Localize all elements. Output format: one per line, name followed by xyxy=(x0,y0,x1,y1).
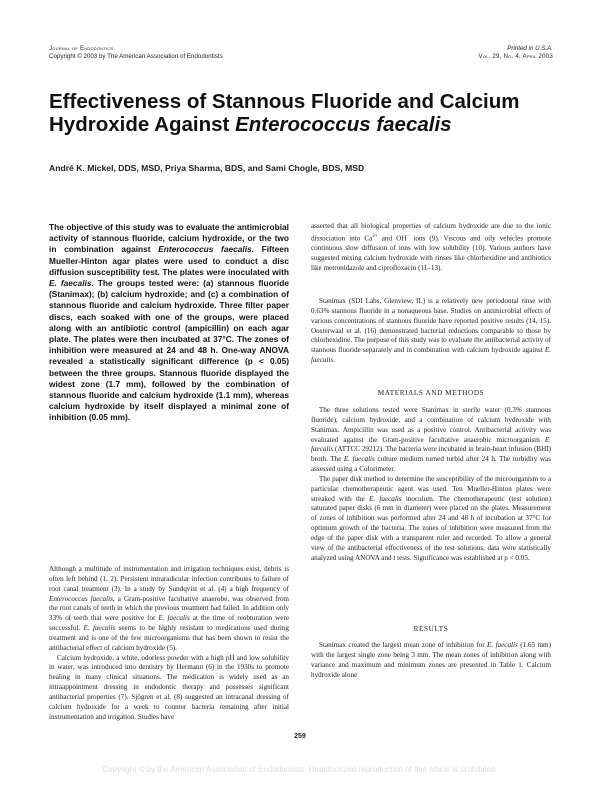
title-organism: Enterococcus faecalis xyxy=(235,113,452,136)
intro-paragraph-2: Calcium hydroxide, a white, odorless powder with a high pH and low solubility in water, was introduced into dentistry by Hermann (6) in the 1930s to promote healing in many clinical situations. The medication is widely used as an intraappointment dressing in endodontic therapy and possesses significant antibacterial properties (7). Sjögren et al. (8) suggested an intracanal dressing of calcium hydroxide for a week to counter bacteria remaining after initial instrumentation and irrigation. Studies have xyxy=(49,653,289,721)
results-text: Stanimax created the largest mean zone of inhibition for xyxy=(319,641,487,649)
methods-section xyxy=(311,406,551,564)
methods-text: tests. Significance was established at p < 0.05. xyxy=(395,553,530,562)
intro-continued-2 xyxy=(311,297,551,366)
organism-name: E. faecalis xyxy=(311,435,551,454)
results-section xyxy=(311,641,551,680)
intro-text: seems to be highly resistant to medications used during treatment and is one of the few microorganisms that has been shown to resist the antibacterial effect of calcium hydroxide (5). xyxy=(49,624,289,652)
organism-name: E. faecalis xyxy=(83,624,116,633)
intro-text: and OH xyxy=(377,234,407,243)
methods-text: (ATTCC 29212). The bacteria were incubated in brain-heart infusion (BHI) broth. The xyxy=(311,445,551,464)
intro-text: , a Gram-positive facultative anaerobe, was observed from the root canals of teeth in which the previous treatment had failed. In addition only 33% of teeth that were positive for xyxy=(49,594,289,623)
intro-text: at the time of reobturation were successful. xyxy=(49,614,289,633)
organism-name: E. faecalis xyxy=(487,641,518,649)
organism-name: E. faecalis xyxy=(368,494,402,503)
abstract-text-3: The groups tested were: (a) stannous fluoride (Stanimax); (b) calcium hydroxide; and (c) a combination of stannous fluoride and calcium hydroxide. Three filter paper discs, each soaked with one of the groups, were placed along with an antibiotic control (ampicillin) on each agar plate. The plates were then incubated at 37°C. The zones of inhibition were measured at 24 and 48 h. One-way ANOVA revealed a statistically significant difference (p < 0.05) between the three groups. Stannous fluoride displayed the widest zone (1.7 mm), followed by the combination of stannous fluoride and calcium hydroxide (1.1 mm), whereas calcium hydroxide by itself displayed a minimal zone of inhibition (0.05 mm). xyxy=(49,278,289,423)
intro-continued-1 xyxy=(311,222,551,274)
journal-name: Journal of Endodontics xyxy=(49,45,114,52)
intro-text: ions (9). Viscous and oily vehicles promote continuous slow diffusion of ions with low solubility (10). Various authors have suggested mixing calcium hydroxide with rinses like chlorhexidine and antibiotics like metronidazole and ciprofloxacin (11–13). xyxy=(311,234,552,272)
methods-paragraph-1 xyxy=(311,406,551,475)
methods-paragraph-2 xyxy=(311,475,551,564)
stat-test-name: t xyxy=(393,553,396,562)
organism-name: E. faecalis xyxy=(158,614,190,623)
results-text: (1.65 mm) with the largest single zone being 3 mm. The mean zones of inhibition along with variance and maximum and minimum zones are presented in Table 1. Calcium hydroxide alone xyxy=(311,641,551,679)
methods-text: culture medium turned turbid after 24 h. The turbidity was assessed using a Colorimeter. xyxy=(311,455,552,474)
abstract-organism-1: Enterococcus faecalis. xyxy=(158,244,254,255)
volume-info: Vol. 29, No. 4, April 2003 xyxy=(478,53,553,60)
title-line-2-prefix: Hydroxide Against xyxy=(49,113,236,136)
intro-text: Stanimax (SDI Labs, Glenview, IL) is a relatively new periodontal rinse with 0.63% stannous fluoride in a nonaqueous base. Studies on antimicrobial effects of various concentrations of stannous fluoride have reported positive results (14, 15). Oosterwaal et al. (16) demonstrated bacterial reductions comparable to those by chlorhexidine. The purpose of this study was to evaluate the antibacterial activity of stannous fluoride separately and in combination with calcium hydroxide against xyxy=(311,297,551,355)
page-number: 259 xyxy=(294,733,306,740)
methods-text: inoculum. The chemotherapeutic (test solution) saturated paper disks (6 mm in diameter) were placed on the plates. Measurement of zones of inhibition was performed after 24 and 48 h of incubation at 37°C for optimum growth of the bacteria. The zones of inhibition were measured from the edge of the paper disk with a transparent ruler and recorded. To allow a general view of the antibacterial effectiveness of the test solutions, data were statistically analyzed using ANOVA and xyxy=(311,494,551,562)
introduction-left-column xyxy=(49,565,289,723)
results-heading: RESULTS xyxy=(413,625,449,633)
ion-charge: 2+ xyxy=(372,233,378,239)
abstract-organism-2: E. faecalis. xyxy=(49,278,94,289)
abstract-text-1: The objective of this study was to evaluate the antimicrobial activity of stannous fluoride, calcium hydroxide, or the two in combination against xyxy=(49,222,289,255)
organism-name: Enterococcus faecalis xyxy=(49,594,113,603)
ion-charge: − xyxy=(406,233,410,239)
intro-text: asserted that all biological properties of calcium hydroxide are due to the ionic dissociation into Ca xyxy=(311,222,551,243)
running-header-right xyxy=(479,45,553,61)
intro-paragraph-3 xyxy=(311,222,551,274)
intro-paragraph-1 xyxy=(49,565,289,654)
methods-heading: MATERIALS AND METHODS xyxy=(377,389,485,397)
printed-in: Printed in U.S.A. xyxy=(507,45,553,52)
methods-text: The three solutions tested were Stanimax in sterile water (0.3% stannous fluoride), calcium hydroxide, and a combination of calcium hydroxide with Stanimax. Ampicillin was used as a positive control. Antibacterial activity was evaluated against the Gram-positive facultative anaerobic microorganism xyxy=(311,406,551,444)
author-list: André K. Mickel, DDS, MSD, Priya Sharma, BDS, and Sami Chogle, BDS, MSD xyxy=(49,163,365,173)
article-title xyxy=(49,90,559,136)
methods-text: The paper disk method to determine the susceptibility of the microorganism to a particular chemotherapeutic agent was used. Ten Mueller-Hinton plates were streaked with the xyxy=(311,474,551,503)
organism-name: E. faecalis xyxy=(311,346,551,365)
intro-paragraph-4 xyxy=(311,297,551,366)
intro-text: Although a multitude of instrumentation and irrigation techniques exist, debris is often left behind (1, 2). Persistent intraradicular infection contributes to failure of root canal treatment (3). In a study by Sundqvist et al. (4) a high frequency of xyxy=(49,565,289,593)
abstract-text-2: Fifteen Mueller-Hinton agar plates were used to conduct a disc diffusion susceptibility test. The plates were inoculated with xyxy=(49,244,289,277)
abstract xyxy=(49,222,289,424)
intro-text: . xyxy=(333,356,336,365)
copyright-watermark: Copyright © by the American Association of Endodontists. Unauthorized reproduction of this article is prohibited. xyxy=(102,765,498,774)
results-paragraph-1 xyxy=(311,641,551,680)
running-header-left xyxy=(49,45,223,61)
journal-copyright: Copyright © 2003 by The American Association of Endodontists xyxy=(49,53,223,60)
organism-name: E. faecalis xyxy=(343,455,375,464)
title-line-1: Effectiveness of Stannous Fluoride and Calcium xyxy=(49,90,520,113)
